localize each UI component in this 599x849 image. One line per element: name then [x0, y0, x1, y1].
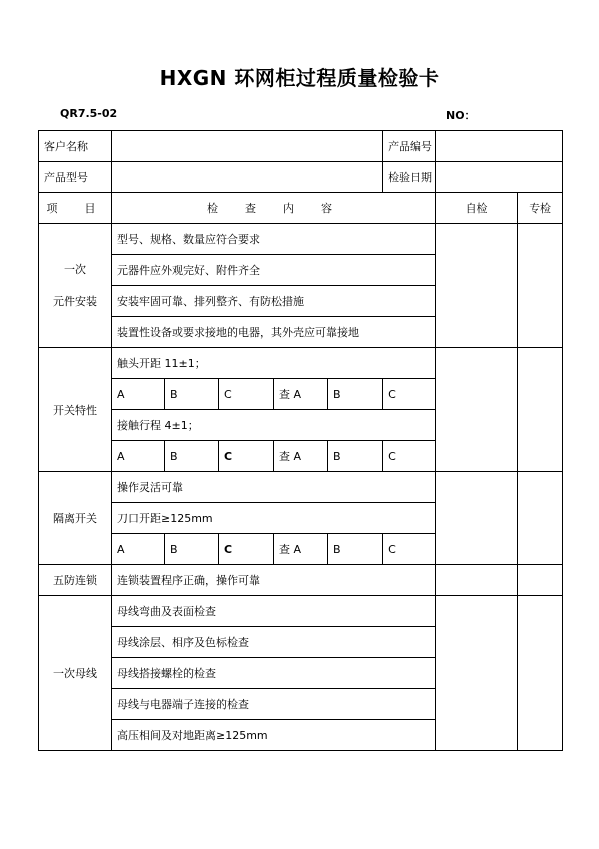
table-row	[39, 596, 563, 627]
check-item: 装置性设备或要求接地的电器，其外壳应可靠接地	[112, 317, 436, 348]
section-label-line1: 一次	[64, 262, 86, 276]
product-number-value	[436, 131, 563, 162]
check-item: 操作灵活可靠	[112, 472, 436, 503]
document-code: QR7.5-02	[60, 107, 118, 120]
check-item: 连锁装置程序正确，操作可靠	[112, 565, 436, 596]
section-busbar: 一次母线	[39, 596, 112, 751]
inspect-date-label: 检验日期	[383, 162, 436, 193]
phase-cell: B	[328, 379, 383, 410]
section-switch: 开关特性	[39, 348, 112, 472]
inspection-table	[38, 130, 563, 751]
customer-label: 客户名称	[39, 131, 112, 162]
special-check-cell[interactable]	[518, 565, 563, 596]
phase-cell: B	[328, 534, 383, 565]
phase-cell: C	[383, 534, 436, 565]
phase-cell: C	[219, 441, 274, 472]
phase-cell: B	[165, 441, 219, 472]
table-row	[39, 472, 563, 503]
special-check-cell[interactable]	[518, 596, 563, 751]
check-item: 安装牢固可靠、排列整齐、有防松措施	[112, 286, 436, 317]
document-title: HXGN 环网柜过程质量检验卡	[159, 66, 440, 90]
info-row-model	[39, 162, 563, 193]
phase-cell: A	[112, 441, 165, 472]
special-check-cell[interactable]	[518, 472, 563, 565]
header-row	[39, 193, 563, 224]
check-item: 触头开距 11±1；	[112, 348, 436, 379]
phase-cell: C	[383, 441, 436, 472]
check-item: 母线涂层、相序及色标检查	[112, 627, 436, 658]
special-check-cell[interactable]	[518, 348, 563, 472]
phase-cell: B	[165, 379, 219, 410]
table-row	[39, 224, 563, 255]
check-item: 母线弯曲及表面检查	[112, 596, 436, 627]
section-label-line2: 元件安装	[53, 294, 97, 308]
special-check-cell[interactable]	[518, 224, 563, 348]
phase-cell: C	[219, 379, 274, 410]
self-check-cell[interactable]	[436, 348, 518, 472]
check-item: 母线与电器端子连接的检查	[112, 689, 436, 720]
self-check-cell[interactable]	[436, 472, 518, 565]
section-isolator: 隔离开关	[39, 472, 112, 565]
phase-cell: 查 A	[274, 534, 328, 565]
check-item: 元器件应外观完好、附件齐全	[112, 255, 436, 286]
phase-cell: B	[328, 441, 383, 472]
model-value	[112, 162, 383, 193]
header-content: 检 查 内 容	[112, 193, 436, 224]
phase-cell: 查 A	[274, 441, 328, 472]
phase-cell: C	[219, 534, 274, 565]
check-item: 母线搭接螺栓的检查	[112, 658, 436, 689]
header-item: 项 目	[39, 193, 112, 224]
section-primary-components	[39, 224, 112, 348]
header-self-check: 自检	[436, 193, 518, 224]
table-row	[39, 348, 563, 379]
section-interlock: 五防连锁	[39, 565, 112, 596]
product-number-label: 产品编号	[383, 131, 436, 162]
inspect-date-value	[436, 162, 563, 193]
check-item: 型号、规格、数量应符合要求	[112, 224, 436, 255]
self-check-cell[interactable]	[436, 565, 518, 596]
self-check-cell[interactable]	[436, 596, 518, 751]
check-item: 接触行程 4±1；	[112, 410, 436, 441]
phase-cell: A	[112, 534, 165, 565]
model-label: 产品型号	[39, 162, 112, 193]
phase-cell: C	[383, 379, 436, 410]
info-row-customer	[39, 131, 563, 162]
phase-cell: 查 A	[274, 379, 328, 410]
check-item: 高压相间及对地距离≥125mm	[112, 720, 436, 751]
header-special-check: 专检	[518, 193, 563, 224]
table-row	[39, 565, 563, 596]
customer-value	[112, 131, 383, 162]
phase-cell: B	[165, 534, 219, 565]
self-check-cell[interactable]	[436, 224, 518, 348]
check-item: 刀口开距≥125mm	[112, 503, 436, 534]
number-label: NO：	[446, 109, 476, 122]
phase-cell: A	[112, 379, 165, 410]
